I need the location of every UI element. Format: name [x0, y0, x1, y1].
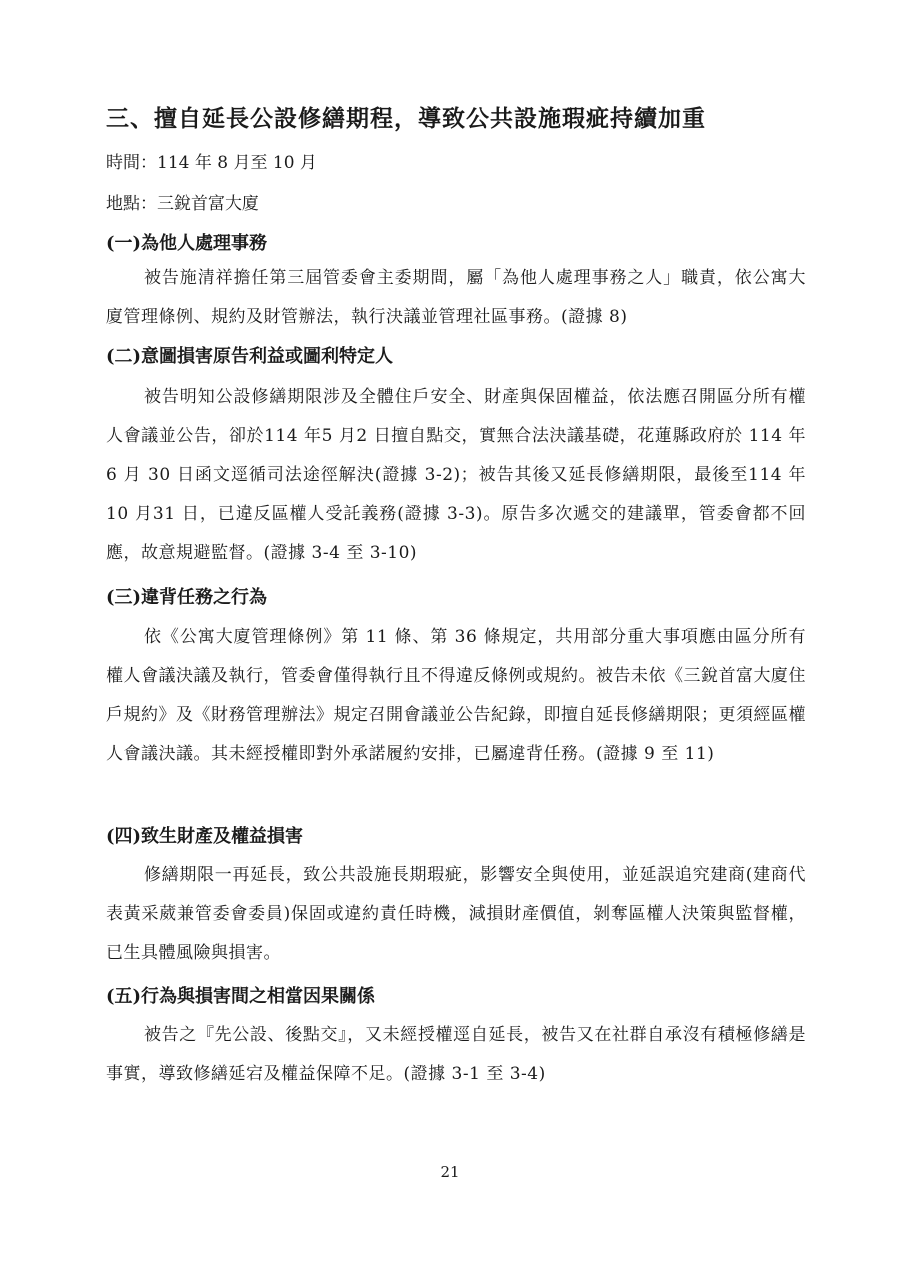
time-line: 時間：114 年 8 月至 10 月	[106, 153, 317, 173]
subsection-body-4: 修繕期限一再延長，致公共設施長期瑕疵，影響安全與使用，並延誤追究建商(建商代表黃采葳兼管委會委員)保固或違約責任時機，減損財產價值，剝奪區權人決策與監督權，已生具體風險與損害。	[106, 865, 806, 963]
subsection-heading-5: (五)行為與損害間之相當因果關係	[106, 986, 376, 1007]
subsection-heading-4: (四)致生財產及權益損害	[106, 826, 304, 847]
page-number: 21	[440, 1163, 460, 1181]
subsection-heading-3: (三)違背任務之行為	[106, 587, 268, 608]
subsection-body-2: 被告明知公設修繕期限涉及全體住戶安全、財產與保固權益，依法應召開區分所有權人會議並公告，卻於114 年5 月2 日擅自點交，實無合法決議基礎，花蓮縣政府於 114 年 6 月 30 日函文逕循司法途徑解決(證據 3-2)；被告其後又延長修繕期限，最後至114 年10 月31 日，已違反區權人受託義務(證據 3-3)。原告多次遞交的建議單，管委會都不回應，故意規避監督。(證據 3-4 至 3-10)	[106, 387, 806, 563]
subsection-body-3: 依《公寓大廈管理條例》第 11 條、第 36 條規定，共用部分重大事項應由區分所有權人會議決議及執行，管委會僅得執行且不得違反條例或規約。被告未依《三銳首富大廈住戶規約》及《財務管理辦法》規定召開會議並公告紀錄，即擅自延長修繕期限；更須經區權人會議決議。其未經授權即對外承諾履約安排，已屬違背任務。(證據 9 至 11)	[106, 627, 806, 764]
subsection-body-5: 被告之『先公設、後點交』，又未經授權逕自延長，被告又在社群自承沒有積極修繕是事實，導致修繕延宕及權益保障不足。(證據 3-1 至 3-4)	[106, 1025, 806, 1084]
subsection-heading-1: (一)為他人處理事務	[106, 233, 268, 254]
section-title: 三、擅自延長公設修繕期程，導致公共設施瑕疵持續加重	[106, 105, 706, 132]
location-line: 地點：三銳首富大廈	[106, 194, 259, 214]
subsection-body-1: 被告施清祥擔任第三屆管委會主委期間，屬「為他人處理事務之人」職責，依公寓大廈管理條例、規約及財管辦法，執行決議並管理社區事務。(證據 8)	[106, 268, 806, 327]
subsection-heading-2: (二)意圖損害原告利益或圖利特定人	[106, 346, 394, 367]
